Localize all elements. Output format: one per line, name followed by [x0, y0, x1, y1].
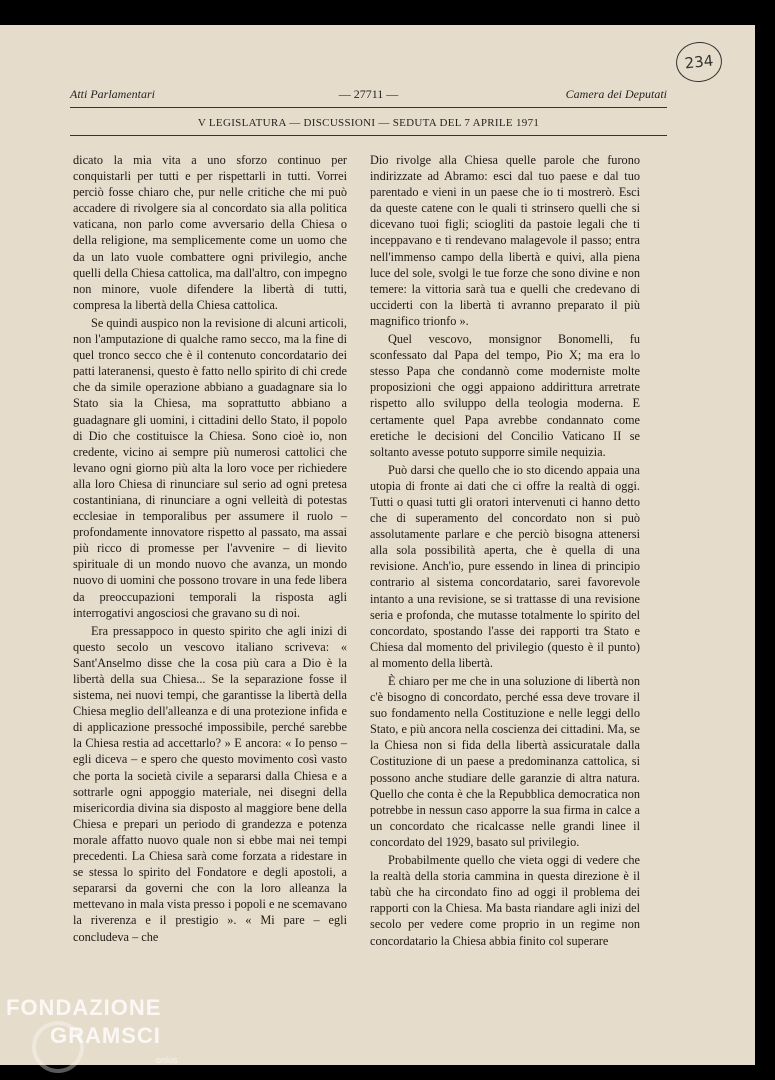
paragraph: dicato la mia vita a uno sforzo continuo per conquistarli per tutti e per rispettarli in tutti. Vorrei perciò fosse chiaro che, pur nelle critiche che mi può accadere di rivolgere sia al concordato sia alla politica vaticana, non parlo come avversario della Chiesa o della religione, ma semplicemente come un uomo che da un lato vuole combattere ogni privilegio, anche quelli della Chiesa cattolica, ma dall'altro, con impegno non minore, vuole difendere la libertà di tutti, compresa la libertà della Chiesa cattolica.: [73, 153, 347, 312]
watermark-line3: onlus: [156, 1055, 178, 1065]
paragraph: Se quindi auspico non la revisione di alcuni articoli, non l'amputazione di qualche ramo secco, ma la fine di quel tronco secco che è il contenuto concordatario dei patti lateranensi, questo è fatto nello spirito di chi crede che da simile operazione abbiano a guadagnare sia lo Stato sia la Chiesa, ma soprattutto abbiano a guadagnare gli uomini, i cittadini dello Stato, il popolo di Dio che costituisce la Chiesa. Sono cioè io, non credente, vicino ai sempre più numerosi cattolici che levano ogni giorno più alta la loro voce per richiedere alla loro Chiesa di rinunciare sul serio ad ogni pretesa costantiniana, di rinunciare a ogni velleità di potestas ecclesiae in temporalibus per assumere il ruolo – profondamente innovatore rispetto al passato, ma assai più ricco di promesse per l'avvenire – di lievito spirituale di un mondo nuovo che avanza, un mondo nuovo di uomini che possono trovare in una fede libera da preoccupazioni temporali la risposta agli interrogativi angosciosi che gravano su di noi.: [73, 315, 347, 620]
watermark-line1: FONDAZIONE: [6, 995, 162, 1020]
paragraph: Era pressappoco in questo spirito che agli inizi di questo secolo un vescovo italiano scriveva: « Sant'Anselmo disse che la cosa più cara a Dio è la libertà della sua Chiesa... Se la separazione fosse il sistema, nei nuovi tempi, che garantisse la libertà della Chiesa meglio dell'alleanza e di una protezione infida e di applicazione pressoché impossibile, perché sarebbe la Chiesa restia ad accettarlo? » E ancora: « Io penso – egli diceva – e spero che questo movimento così vasto che porta la società civile a separarsi dalla Chiesa e a sottrarle ogni appoggio materiale, nei disegni della misericordia divina sia disposto al maggiore bene della Chiesa e prepari un periodo di grandezza e potenza morale affatto nuovo quale non si ebbe mai nei tempi precedenti. La Chiesa sarà come forzata a ridestare in se stessa lo spirito del Fondatore e degli apostoli, a separarsi da governi che con la loro alleanza la mettevano in mala vista presso i popoli e ne scemavano la riverenza e il prestigio ». « Mi pare – egli concludeva – che: [73, 623, 347, 944]
paragraph: Dio rivolge alla Chiesa quelle parole che furono indirizzate ad Abramo: esci dal tuo paese e dal tuo parentado e vieni in un paese che io ti mostrerò. Esci da queste catene con le quali ti strinsero quelli che si dicevano tuoi figli; sciogliti da pastoie legali che ti inceppavano e ti rendevano malagevole il passo; entra nell'immenso campo della libertà e quivi, alla piena luce del sole, svolgi le tue forze che sono divine e non temere: la vittoria sarà tua e quelli che credevano di ucciderti con la libertà ti avranno preparato il più magnifico trionfo ».: [370, 153, 640, 328]
paragraph: Può darsi che quello che io sto dicendo appaia una utopia di fronte ai dati che ci offre la realtà di oggi. Tutti o quasi tutti gli oratori intervenuti ci hanno detto che di superamento del concordato non si può assolutamente parlare e che perciò bisogna attenersi alla sola possibilità aperta, che è quella di una revisione. Anch'io, pure essendo in linea di principio contrario al sistema concordatario, sarei favorevole intanto a una revisione, se si trattasse di una revisione seria e profonda, che mutasse totalmente lo spirito del concordato, spostando l'asse dei rapporti tra Stato e Chiesa dal momento del privilegio (questo è il punto) al momento della libertà.: [370, 462, 640, 670]
paragraph: Quel vescovo, monsignor Bonomelli, fu sconfessato dal Papa del tempo, Pio X; ma era lo stesso Papa che condannò come moderniste molte proposizioni che oggi appaiono addirittura arretrate rispetto allo sviluppo della teologia moderna. E certamente quel Papa avrebbe condannato come eretiche le decisioni del Concilio Vaticano II se soltanto avesse potuto supporre simile nequizia.: [370, 332, 640, 459]
left-column: [73, 152, 347, 945]
watermark-line2: GRAMSCI: [50, 1023, 161, 1048]
session-rule: [70, 135, 667, 136]
paragraph: Probabilmente quello che vieta oggi di vedere che la realtà della storia cammina in questa direzione è il tabù che ha circondato fino ad oggi il problema dei rapporti con la Chiesa. Ma basta riandare agli inizi del secolo per vedere come proprio in un regime non concordatario la Chiesa abbia finito col superare: [370, 853, 640, 948]
running-head: [70, 87, 667, 107]
document-page: [0, 25, 755, 1065]
watermark-logo: [6, 995, 206, 1075]
paragraph: È chiaro per me che in una soluzione di libertà non c'è bisogno di concordato, perché essa deve trovare il suo fondamento nella Costituzione e nelle leggi dello Stato, e più ancora nella coscienza dei cittadini. Ma, se la Chiesa non si fida della libertà assicuratale dalla Costituzione di un paese a predominanza cattolica, si possono anche studiare delle garanzie di altra natura. Quello che conta è che la Repubblica democratica non potrebbe in nessun caso apporre la sua firma in calce a un concordato che ricalcasse nelle grandi linee il concordato del 1929, basato sul privilegio.: [370, 674, 640, 849]
header-rule: [70, 107, 667, 108]
header-right: Camera dei Deputati: [565, 87, 667, 101]
session-line: V LEGISLATURA — DISCUSSIONI — SEDUTA DEL 7 APRILE 1971: [197, 117, 540, 129]
header-left: Atti Parlamentari: [70, 87, 155, 101]
right-column: [370, 152, 640, 949]
page-stamp: 234: [674, 40, 724, 85]
page-number: — 27711 —: [338, 87, 399, 101]
